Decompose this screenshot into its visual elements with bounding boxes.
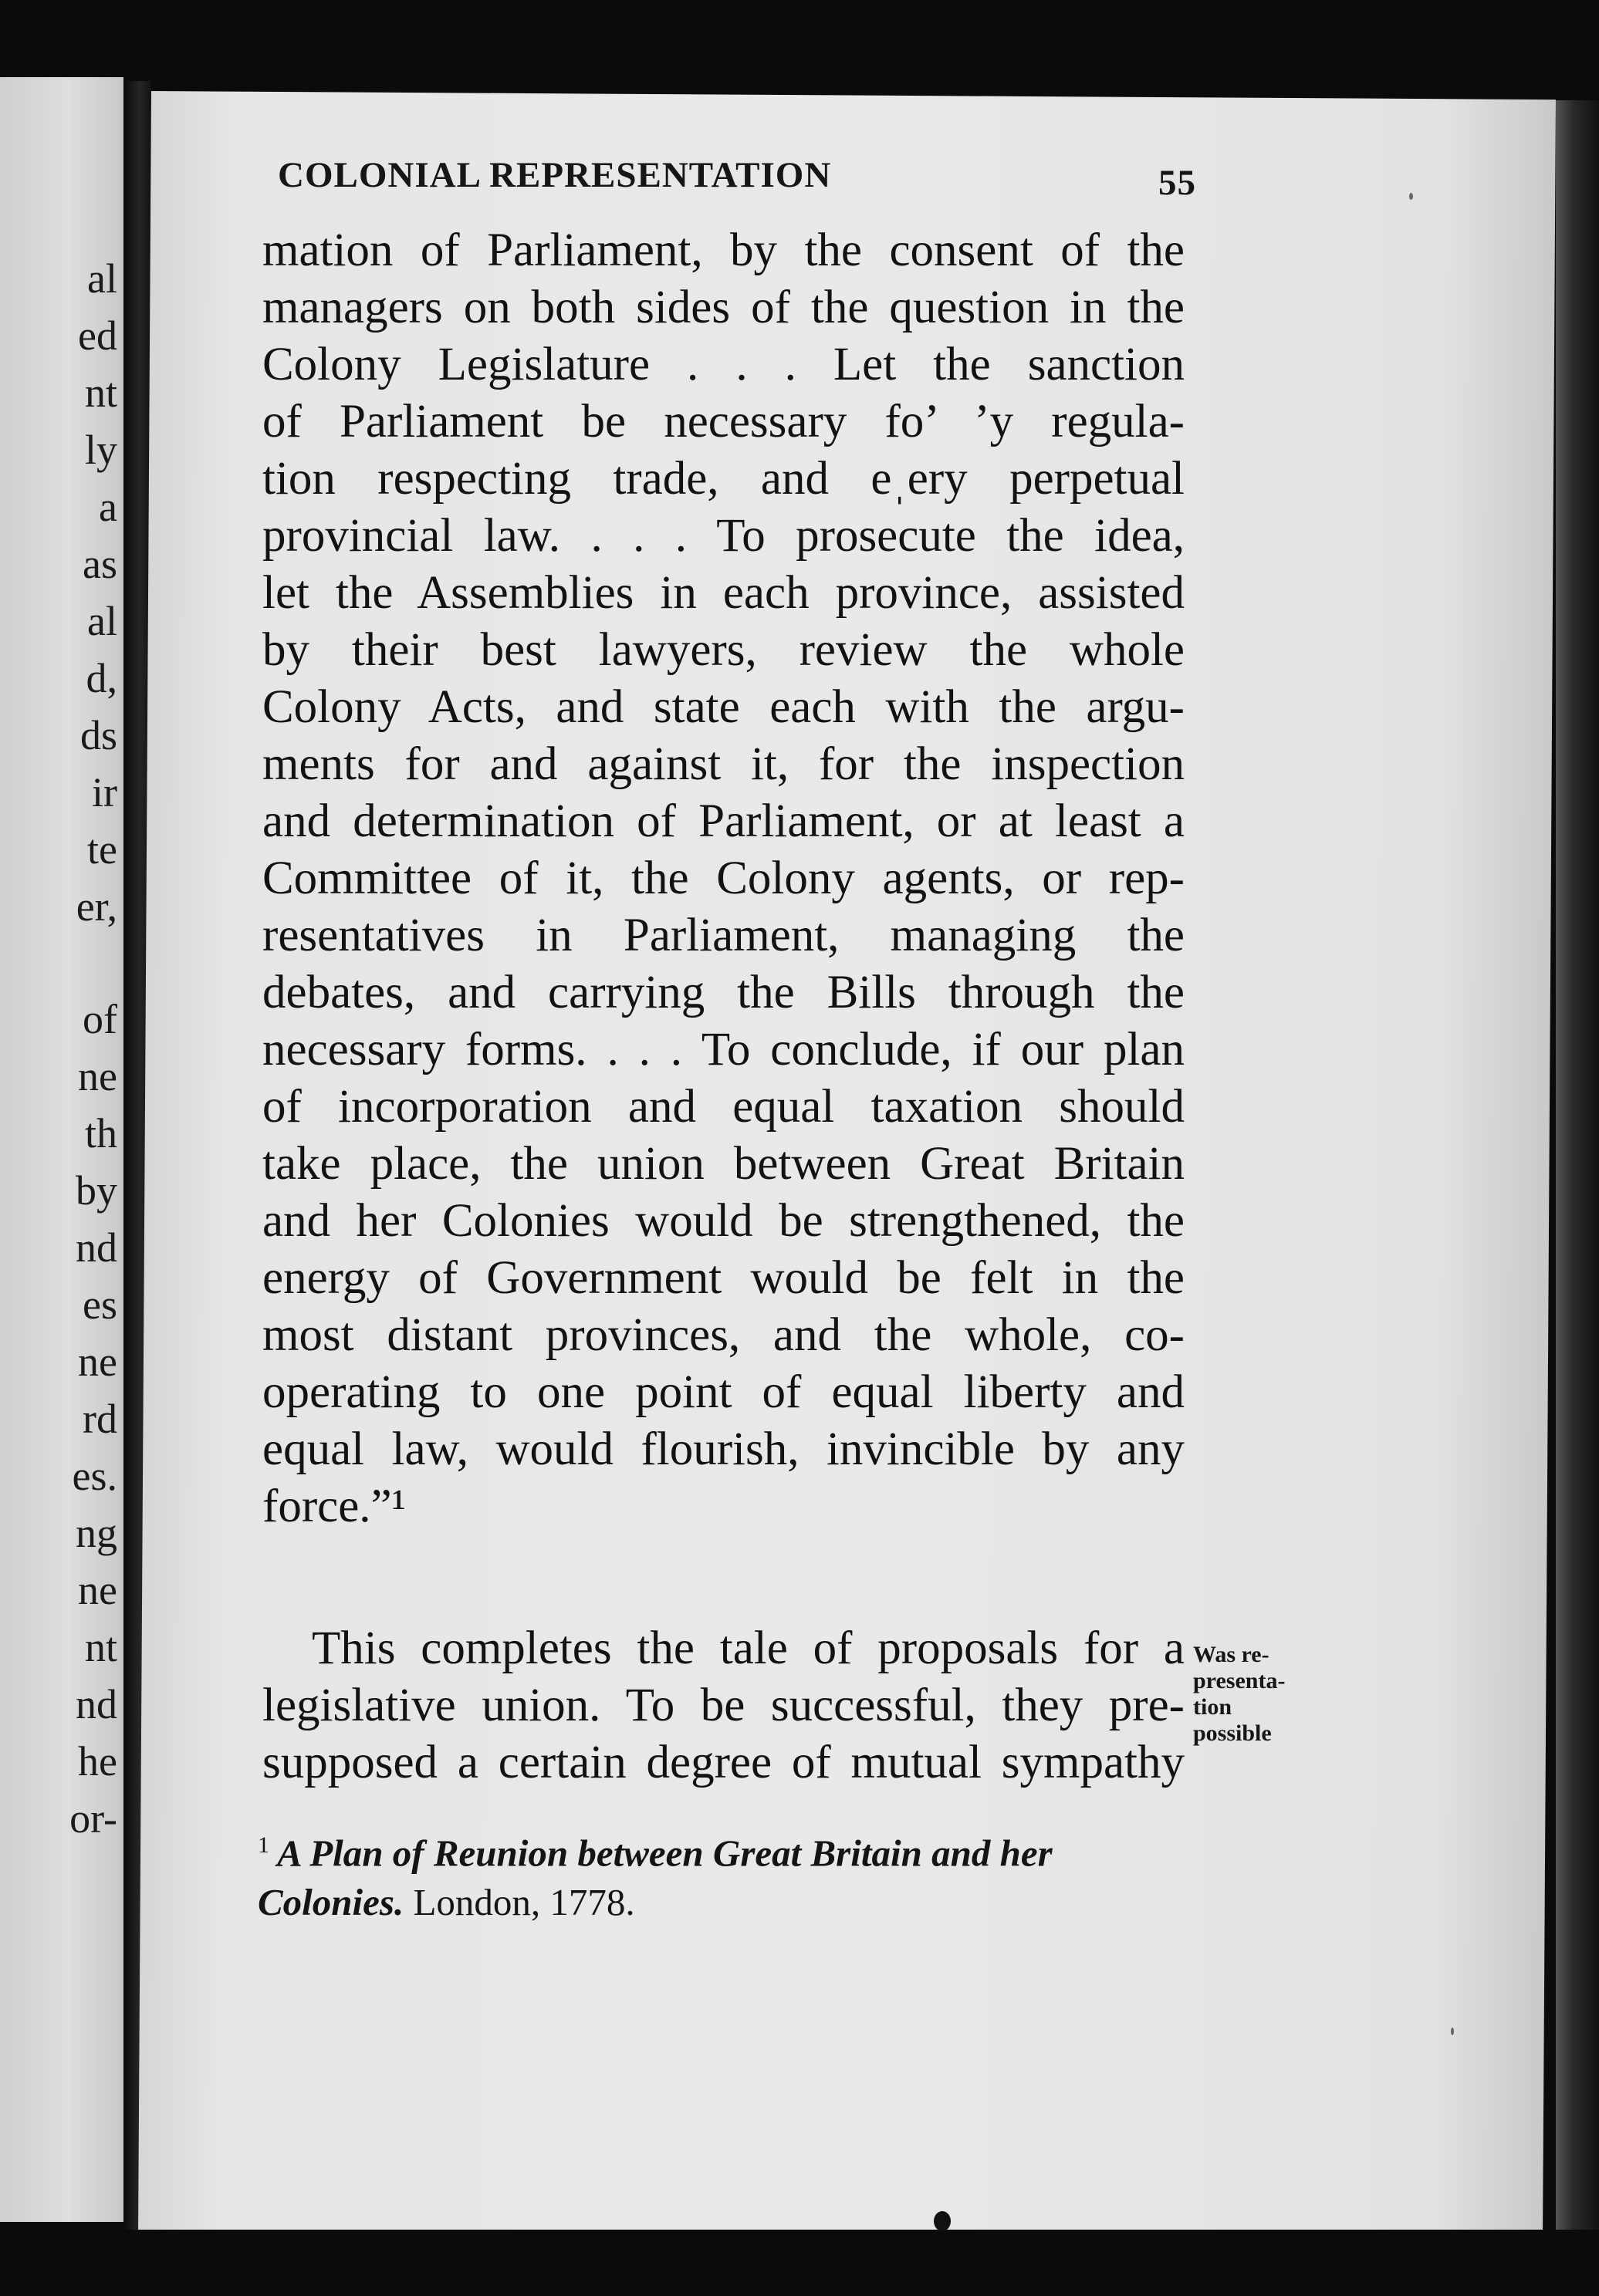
previous-page-fragment: as — [83, 541, 117, 587]
previous-page-fragment: th — [84, 1110, 117, 1156]
page-right-edge — [1556, 100, 1599, 2261]
paper-speck — [1409, 193, 1413, 200]
previous-page-fragment: er, — [76, 883, 117, 930]
previous-page-fragment: nt — [84, 370, 117, 416]
text-line: Committee of it, the Colony agents, or rep- — [262, 853, 1185, 904]
text-line: provincial law. . . . To prosecute the idea, — [262, 510, 1185, 562]
text-line: tion respecting trade, and eˌery perpetual — [262, 453, 1185, 505]
previous-page-fragment: ir — [92, 769, 117, 815]
previous-page-fragment: d, — [86, 655, 117, 701]
text-line: Colony Acts, and state each with the argu- — [262, 681, 1185, 733]
footnote-title: A Plan of Reunion between Great Britain and her Colonies. — [258, 1832, 1053, 1924]
text-line: and her Colonies would be strengthened, the — [262, 1195, 1185, 1247]
text-line: necessary forms. . . . To conclude, if our plan — [262, 1024, 1185, 1075]
text-line: ments for and against it, for the inspection — [262, 738, 1185, 790]
text-line: managers on both sides of the question in the — [262, 282, 1185, 333]
previous-page-fragment: ne — [78, 1567, 117, 1613]
text-line: mation of Parliament, by the consent of the — [262, 225, 1185, 276]
previous-page-fragment: by — [76, 1167, 117, 1214]
previous-page-fragment: or- — [69, 1795, 117, 1842]
previous-page-fragment: es. — [72, 1453, 117, 1499]
text-line: supposed a certain degree of mutual sympathy — [262, 1737, 1185, 1788]
margin-note-line: Was re- — [1193, 1642, 1269, 1667]
running-title: COLONIAL REPRESENTATION — [278, 155, 832, 195]
text-line: resentatives in Parliament, managing the — [262, 910, 1185, 961]
previous-page-fragment: ng — [76, 1510, 117, 1556]
previous-page-fragment: ds — [79, 712, 117, 758]
text-line: and determination of Parliament, or at least a — [262, 795, 1185, 847]
previous-page-fragment: ed — [78, 312, 117, 359]
footnote-imprint: London, 1778. — [404, 1881, 635, 1924]
previous-page-fragment: al — [87, 598, 117, 644]
previous-page-fragment: nd — [76, 1224, 117, 1271]
margin-note-line: presenta- — [1193, 1668, 1286, 1693]
text-line: take place, the union between Great Britain — [262, 1138, 1185, 1190]
footnote-marker: 1 — [258, 1832, 269, 1858]
previous-page-fragment: nt — [84, 1624, 117, 1670]
previous-page-fragment: a — [99, 484, 117, 530]
margin-note-line: tion — [1193, 1694, 1232, 1720]
text-line: most distant provinces, and the whole, co- — [262, 1309, 1185, 1361]
page-number: 55 — [1158, 163, 1196, 203]
text-line: operating to one point of equal liberty and — [262, 1366, 1185, 1418]
margin-note-line: possible — [1193, 1720, 1272, 1746]
margin-note — [1193, 1642, 1332, 1747]
paper-speck — [1451, 2028, 1454, 2035]
previous-page-fragment: ly — [84, 427, 117, 473]
text-line: by their best lawyers, review the whole — [262, 624, 1185, 676]
quoted-paragraph — [262, 222, 1185, 1535]
previous-page-fragment: te — [87, 826, 117, 873]
previous-page-fragment: nd — [76, 1681, 117, 1727]
previous-page-fragment: al — [87, 255, 117, 302]
text-line: force.”¹ — [262, 1481, 406, 1532]
previous-page-fragment: rd — [83, 1396, 117, 1442]
bottom-shadow — [0, 2230, 1599, 2296]
text-line: let the Assemblies in each province, assisted — [262, 567, 1185, 619]
footnote — [258, 1821, 1188, 1927]
text-line: Colony Legislature . . . Let the sanction — [262, 339, 1185, 390]
previous-page-fragment: ne — [78, 1339, 117, 1385]
text-line: equal law, would flourish, invincible by any — [262, 1423, 1185, 1475]
previous-page-edge — [0, 77, 123, 2222]
previous-page-fragment: of — [83, 996, 117, 1042]
previous-page-fragment: es — [83, 1281, 117, 1328]
text-line: legislative union. To be successful, they pre- — [262, 1680, 1185, 1731]
text-line: This completes the tale of proposals for a — [312, 1622, 1185, 1674]
previous-page-fragment: he — [78, 1738, 117, 1784]
body-paragraph — [262, 1620, 1185, 1791]
text-line: of incorporation and equal taxation should — [262, 1081, 1185, 1133]
text-line: of Parliament be necessary fo’ ’y regula- — [262, 396, 1185, 447]
text-line: debates, and carrying the Bills through the — [262, 967, 1185, 1018]
previous-page-fragment: ne — [78, 1053, 117, 1099]
ink-dot — [934, 2211, 951, 2231]
text-line: energy of Government would be felt in the — [262, 1252, 1185, 1304]
